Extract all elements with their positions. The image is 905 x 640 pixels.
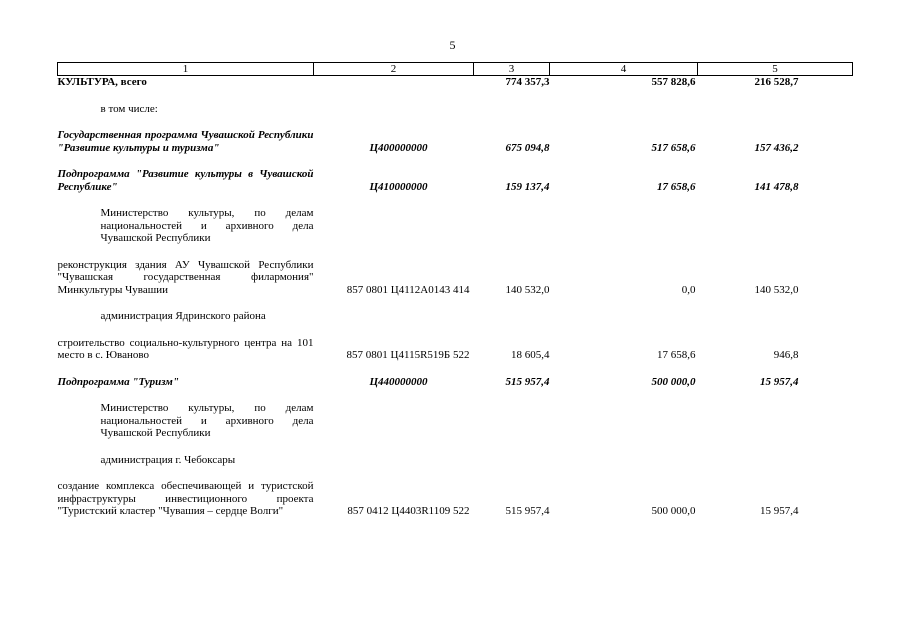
row-spacer <box>58 89 853 103</box>
column-header-1: 1 <box>58 63 314 76</box>
row-value-col5 <box>698 207 853 245</box>
table-row <box>58 129 853 154</box>
column-header-3: 3 <box>474 63 550 76</box>
row-value-col4 <box>550 402 698 440</box>
row-value-col5: 140 532,0 <box>754 283 799 296</box>
row-value-total <box>474 207 550 245</box>
row-value-col5: 946,8 <box>773 349 799 361</box>
row-classification-code <box>314 402 474 440</box>
table-row <box>58 168 853 193</box>
row-description: Государственная программа Чувашской Республики "Развитие культуры и туризма" <box>57 129 314 154</box>
row-value-total <box>474 103 550 116</box>
row-classification-code <box>314 76 474 89</box>
row-classification-code: 857 0801 Ц4115R519Б 522 <box>346 349 470 361</box>
row-description: Министерство культуры, по делам национальностей и архивного дела Чувашской Республики <box>100 207 314 244</box>
page-number: 5 <box>449 38 456 52</box>
row-spacer <box>58 323 853 337</box>
row-description: строительство социально-культурного центра на 101 место в с. Юваново <box>57 336 314 361</box>
row-classification-code <box>314 207 474 245</box>
row-description: Министерство культуры, по делам национальностей и архивного дела Чувашской Республики <box>100 402 314 439</box>
row-spacer <box>58 154 853 168</box>
row-description: реконструкция здания АУ Чувашской Республики "Чувашская государственная филармония" Минкультуры Чувашии <box>57 258 314 296</box>
row-spacer <box>58 296 853 310</box>
table-row <box>58 76 853 89</box>
table-row <box>58 259 853 297</box>
row-classification-code: 857 0801 Ц4112A0143 414 <box>346 283 470 296</box>
row-spacer <box>58 440 853 454</box>
row-spacer <box>58 193 853 207</box>
row-value-col4: 517 658,6 <box>651 141 696 154</box>
table-row <box>58 207 853 245</box>
row-value-col4: 17 658,6 <box>657 180 696 193</box>
table-row <box>58 103 853 116</box>
row-value-col4 <box>550 310 698 323</box>
row-value-col5: 141 478,8 <box>754 180 799 193</box>
row-classification-code: Ц400000000 <box>369 141 428 154</box>
row-value-col4 <box>550 454 698 467</box>
row-value-total <box>474 310 550 323</box>
row-description: администрация г. Чебоксары <box>100 453 236 466</box>
table-row <box>58 376 853 389</box>
table-body <box>58 76 853 518</box>
row-value-col4: 500 000,0 <box>651 375 696 388</box>
row-value-col5: 216 528,7 <box>754 76 799 88</box>
row-description: КУЛЬТУРА, всего <box>57 76 147 88</box>
row-value-col4: 500 000,0 <box>651 505 696 517</box>
table-row <box>58 480 853 518</box>
row-value-total: 140 532,0 <box>505 283 550 296</box>
row-spacer <box>58 245 853 259</box>
budget-table <box>57 62 853 518</box>
row-spacer <box>58 388 853 402</box>
table-row <box>58 454 853 467</box>
row-classification-code: Ц440000000 <box>369 375 428 388</box>
row-classification-code: Ц410000000 <box>369 180 428 193</box>
row-value-total: 18 605,4 <box>511 349 550 361</box>
column-header-2: 2 <box>314 63 474 76</box>
row-value-col5: 157 436,2 <box>754 141 799 154</box>
row-value-col4: 17 658,6 <box>657 349 696 361</box>
row-value-col5: 15 957,4 <box>760 375 799 388</box>
row-value-total <box>474 454 550 467</box>
row-value-total: 515 957,4 <box>505 375 550 388</box>
row-value-col4: 557 828,6 <box>651 76 696 88</box>
row-spacer <box>58 466 853 480</box>
row-value-col4: 0,0 <box>681 283 696 296</box>
row-value-col4 <box>550 103 698 116</box>
row-value-total: 159 137,4 <box>505 180 550 193</box>
row-description: Подпрограмма "Развитие культуры в Чувашской Республике" <box>57 168 314 193</box>
row-value-total: 774 357,3 <box>505 76 550 88</box>
row-value-total: 515 957,4 <box>505 505 550 517</box>
table-row <box>58 402 853 440</box>
row-description: создание комплекса обеспечивающей и туристской инфраструктуры инвестиционного проекта "Туристский кластер "Чувашия – сердце Волги" <box>57 480 314 517</box>
table-row <box>58 310 853 323</box>
row-classification-code <box>314 103 474 116</box>
row-classification-code <box>314 454 474 467</box>
row-spacer <box>58 362 853 376</box>
row-value-total: 675 094,8 <box>505 141 550 154</box>
row-description: Подпрограмма "Туризм" <box>57 375 179 388</box>
row-value-total <box>474 402 550 440</box>
row-classification-code <box>314 310 474 323</box>
column-header-5: 5 <box>698 63 853 76</box>
row-spacer <box>58 115 853 129</box>
row-value-col5 <box>698 103 853 116</box>
row-value-col5 <box>698 454 853 467</box>
row-classification-code: 857 0412 Ц4403R1109 522 <box>347 505 470 517</box>
row-value-col5: 15 957,4 <box>760 505 799 517</box>
row-value-col5 <box>698 402 853 440</box>
table-row <box>58 337 853 362</box>
row-description: в том числе: <box>100 102 158 115</box>
row-value-col5 <box>698 310 853 323</box>
table-header-row <box>58 63 853 76</box>
row-description: администрация Ядринского района <box>100 310 266 322</box>
row-value-col4 <box>550 207 698 245</box>
column-header-4: 4 <box>550 63 698 76</box>
